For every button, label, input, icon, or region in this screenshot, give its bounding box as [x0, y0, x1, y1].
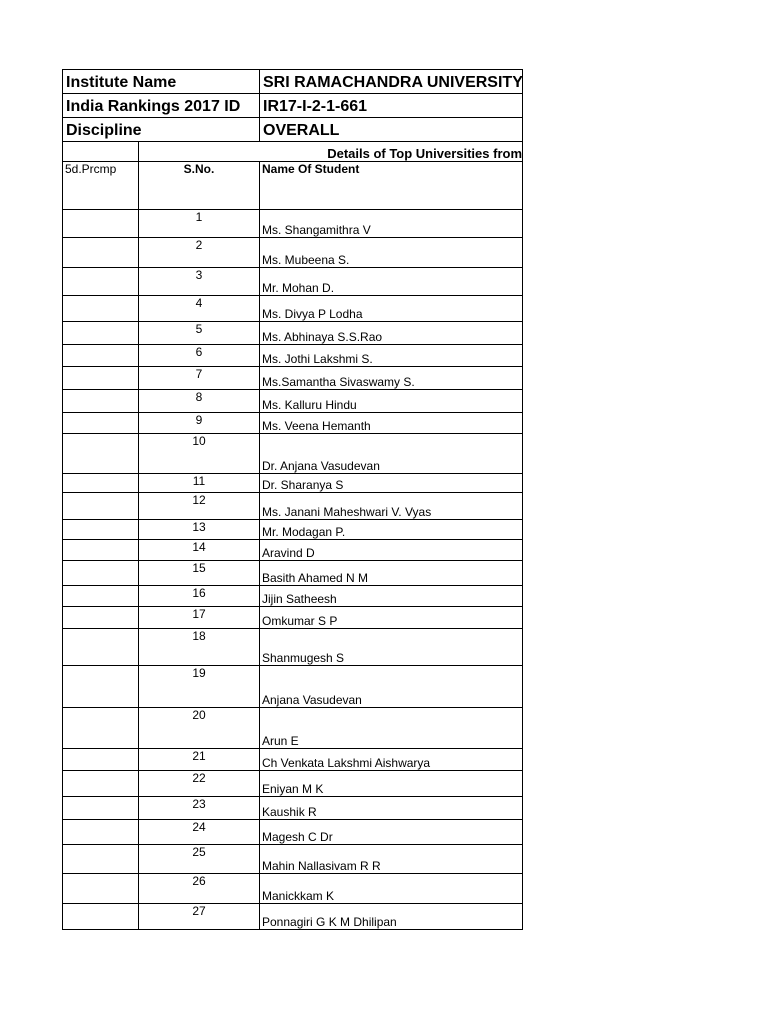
row-empty-cell [63, 771, 139, 797]
row-student-name: Ms. Divya P Lodha [260, 296, 523, 322]
table-row [63, 296, 523, 322]
table-row [63, 708, 523, 749]
row-student-name: Kaushik R [260, 797, 523, 820]
table-row [63, 561, 523, 586]
section-blank-cell [63, 142, 139, 162]
row-student-name: Ms. Veena Hemanth [260, 413, 523, 434]
row-student-name: Mr. Modagan P. [260, 520, 523, 540]
table-row [63, 666, 523, 708]
row-student-name: Eniyan M K [260, 771, 523, 797]
data-table [62, 69, 523, 930]
row-empty-cell [63, 607, 139, 629]
table-row [63, 629, 523, 666]
table-row [63, 345, 523, 367]
institute-value: SRI RAMACHANDRA UNIVERSITY [260, 70, 523, 94]
row-serial-number: 23 [139, 797, 260, 820]
ranking-label: India Rankings 2017 ID [63, 94, 260, 118]
row-empty-cell [63, 268, 139, 296]
row-serial-number: 12 [139, 493, 260, 520]
row-empty-cell [63, 540, 139, 561]
row-empty-cell [63, 749, 139, 771]
discipline-value: OVERALL [260, 118, 523, 142]
table-row [63, 210, 523, 238]
row-serial-number: 4 [139, 296, 260, 322]
ranking-value: IR17-I-2-1-661 [260, 94, 523, 118]
table-row [63, 607, 523, 629]
column-header-sno: S.No. [139, 162, 260, 210]
table-row [63, 434, 523, 474]
table-row [63, 520, 523, 540]
row-empty-cell [63, 874, 139, 904]
column-header-a: 5d.Prcmp [63, 162, 139, 210]
row-empty-cell [63, 520, 139, 540]
row-student-name: Basith Ahamed N M [260, 561, 523, 586]
row-serial-number: 3 [139, 268, 260, 296]
column-header-row [63, 162, 523, 210]
row-empty-cell [63, 586, 139, 607]
row-serial-number: 10 [139, 434, 260, 474]
row-student-name: Ms. Abhinaya S.S.Rao [260, 322, 523, 345]
row-empty-cell [63, 296, 139, 322]
column-header-name: Name Of Student [260, 162, 523, 210]
row-empty-cell [63, 322, 139, 345]
row-empty-cell [63, 666, 139, 708]
table-row [63, 904, 523, 930]
row-serial-number: 11 [139, 474, 260, 493]
row-empty-cell [63, 561, 139, 586]
row-serial-number: 6 [139, 345, 260, 367]
row-empty-cell [63, 845, 139, 874]
row-serial-number: 15 [139, 561, 260, 586]
row-empty-cell [63, 708, 139, 749]
row-empty-cell [63, 238, 139, 268]
row-student-name: Shanmugesh S [260, 629, 523, 666]
row-serial-number: 20 [139, 708, 260, 749]
row-empty-cell [63, 413, 139, 434]
section-title: Details of Top Universities from [139, 142, 523, 162]
row-serial-number: 9 [139, 413, 260, 434]
info-row-institute [63, 70, 523, 94]
row-student-name: Ms. Kalluru Hindu [260, 390, 523, 413]
row-serial-number: 25 [139, 845, 260, 874]
row-student-name: Ms. Janani Maheshwari V. Vyas [260, 493, 523, 520]
row-empty-cell [63, 629, 139, 666]
table-row [63, 586, 523, 607]
table-row [63, 474, 523, 493]
table-row [63, 390, 523, 413]
row-serial-number: 24 [139, 820, 260, 845]
row-student-name: Dr. Sharanya S [260, 474, 523, 493]
row-student-name: Jijin Satheesh [260, 586, 523, 607]
info-row-discipline [63, 118, 523, 142]
table-row [63, 367, 523, 390]
row-serial-number: 5 [139, 322, 260, 345]
row-empty-cell [63, 210, 139, 238]
row-student-name: Ms. Mubeena S. [260, 238, 523, 268]
row-student-name: Magesh C Dr [260, 820, 523, 845]
row-student-name: Aravind D [260, 540, 523, 561]
row-serial-number: 14 [139, 540, 260, 561]
discipline-label: Discipline [63, 118, 260, 142]
row-student-name: Dr. Anjana Vasudevan [260, 434, 523, 474]
row-student-name: Omkumar S P [260, 607, 523, 629]
table-row [63, 820, 523, 845]
institute-label: Institute Name [63, 70, 260, 94]
row-student-name: Mahin Nallasivam R R [260, 845, 523, 874]
row-serial-number: 17 [139, 607, 260, 629]
row-empty-cell [63, 345, 139, 367]
row-empty-cell [63, 474, 139, 493]
section-title-row [63, 142, 523, 162]
spreadsheet [62, 69, 523, 930]
row-empty-cell [63, 904, 139, 930]
row-empty-cell [63, 434, 139, 474]
table-row [63, 749, 523, 771]
table-row [63, 493, 523, 520]
row-serial-number: 13 [139, 520, 260, 540]
table-row [63, 238, 523, 268]
row-student-name: Arun E [260, 708, 523, 749]
row-empty-cell [63, 797, 139, 820]
info-row-ranking [63, 94, 523, 118]
row-student-name: Manickkam K [260, 874, 523, 904]
table-row [63, 413, 523, 434]
row-serial-number: 2 [139, 238, 260, 268]
row-empty-cell [63, 820, 139, 845]
table-row [63, 268, 523, 296]
row-empty-cell [63, 367, 139, 390]
row-serial-number: 7 [139, 367, 260, 390]
table-row [63, 540, 523, 561]
row-student-name: Ms. Jothi Lakshmi S. [260, 345, 523, 367]
row-student-name: Anjana Vasudevan [260, 666, 523, 708]
row-serial-number: 27 [139, 904, 260, 930]
row-serial-number: 26 [139, 874, 260, 904]
table-row [63, 797, 523, 820]
row-serial-number: 21 [139, 749, 260, 771]
row-serial-number: 1 [139, 210, 260, 238]
row-serial-number: 8 [139, 390, 260, 413]
row-student-name: Ms.Samantha Sivaswamy S. [260, 367, 523, 390]
row-empty-cell [63, 390, 139, 413]
table-row [63, 845, 523, 874]
row-student-name: Ms. Shangamithra V [260, 210, 523, 238]
row-student-name: Ponnagiri G K M Dhilipan [260, 904, 523, 930]
row-serial-number: 22 [139, 771, 260, 797]
row-serial-number: 18 [139, 629, 260, 666]
row-empty-cell [63, 493, 139, 520]
row-student-name: Mr. Mohan D. [260, 268, 523, 296]
row-student-name: Ch Venkata Lakshmi Aishwarya [260, 749, 523, 771]
table-row [63, 322, 523, 345]
row-serial-number: 16 [139, 586, 260, 607]
table-row [63, 771, 523, 797]
table-row [63, 874, 523, 904]
row-serial-number: 19 [139, 666, 260, 708]
